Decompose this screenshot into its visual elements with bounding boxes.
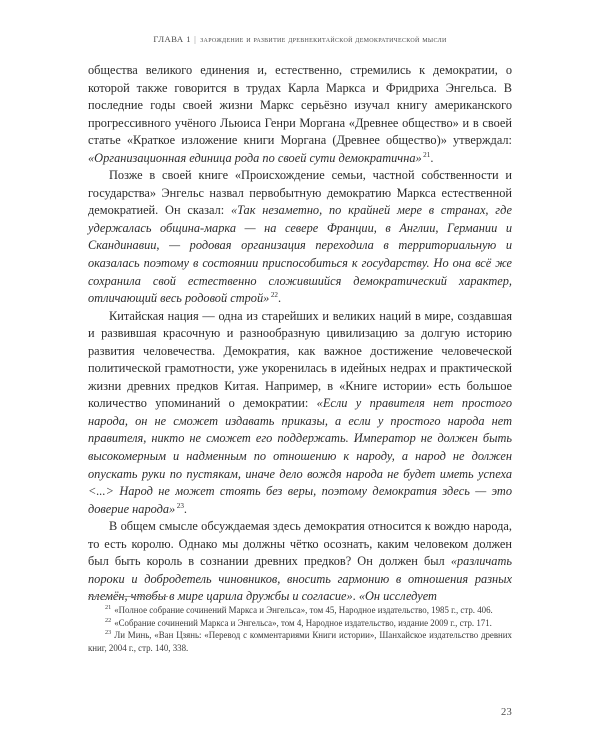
- footnote-item: [88, 629, 512, 654]
- paragraph-tail: .: [183, 501, 188, 516]
- running-head-separator: |: [194, 34, 197, 44]
- footnote-number: 22: [105, 616, 112, 624]
- footnote-text: «Собрание сочинений Маркса и Энгельса», том 4, Народное издательство, издание 2009 г., стр. 171.: [114, 617, 492, 628]
- paragraph-middle: .: [352, 589, 359, 604]
- footnote-text: «Полное собрание сочинений Маркса и Энгельса», том 45, Народное издательство, 1985 г., стр. 406.: [114, 605, 493, 615]
- paragraph-quote: «Так незаметно, по крайней мере в странах, где удержалась община-марка — на севере Франции, в Англии, Германии и Скандинавии, — родовая организация переходила в территориальную и оказалась поэтому в состоянии приспособиться к государству. Но она всё же сохранила свой естественно сложившийся демократический характер, отличающий весь родовой строй»: [88, 203, 512, 306]
- paragraph-engels: [88, 167, 512, 307]
- paragraph-lead: Китайская нация — одна из старейших и великих наций в мире, создавшая и развившая красочную и разнообразную цивилизацию за долгую историю развития человечества. Демократия, как важное достижение человеческой политической грамотности, уже укоренилась в идейных недрах и практической жизни древних предков Китая. Например, в «Книге истории» есть большое количество упоминаний о демократии:: [88, 308, 512, 411]
- footnote-item: [88, 604, 512, 617]
- running-head-chapter-label: ГЛАВА 1: [153, 34, 192, 44]
- paragraph-lead: В общем смысле обсуждаемая здесь демократия относится к вождю народа, то есть королю. Однако мы должны чётко осознать, каким человеком должен был быть король в сознании древних предков? Он должен был: [88, 519, 512, 569]
- footnote-number: 23: [105, 629, 112, 637]
- footnote-text: Ли Минь, «Ван Цзянь: «Перевод с комментариями Книги истории», Шанхайское издательство древних книг, 2004 г., стр. 140, 338.: [88, 630, 512, 653]
- footnote-number: 21: [105, 604, 112, 612]
- paragraph-chinese-nation: [88, 308, 512, 519]
- footnote-ref-23[interactable]: 23: [176, 501, 184, 510]
- paragraph-quote: «различать пороки и добродетель чиновников, вносить гармонию в отношения разных племён, чтобы в мире царила дружбы и согласие»: [88, 554, 512, 604]
- paragraph-quote: «Организационная единица рода по своей сути демократична»: [88, 150, 422, 165]
- paragraph-tail: .: [430, 150, 434, 165]
- paragraph-tail: .: [278, 291, 282, 306]
- paragraph-king: [88, 518, 512, 606]
- footnote-item: [88, 617, 512, 630]
- paragraph-marx-morgan: [88, 62, 512, 167]
- running-head-chapter-title: зарождение и развитие древнекитайской демократической мысли: [200, 34, 447, 44]
- page-number: 23: [501, 707, 512, 718]
- running-head: [88, 34, 512, 44]
- paragraph-text: общества великого единения и, естественно, стремились к демократии, о которой также говорится в трудах Карла Маркса и Фридриха Энгельса. В последние годы своей жизни Маркс серьёзно изучал книгу американского прогрессивного учёного Льюиса Генри Моргана «Древнее общество» и в своей статье «Краткое изложение книги Моргана (Древнее общество)» утверждал:: [88, 63, 512, 148]
- footnote-ref-22[interactable]: 22: [270, 291, 278, 299]
- footnote-ref-21[interactable]: 21: [423, 150, 431, 159]
- footnotes-section: [88, 596, 512, 654]
- body-text-column: [88, 62, 512, 606]
- paragraph-lead: Позже в своей книге «Происхождение семьи, частной собственности и государства» Энгельс назвал первобытную демократию Маркса естественной демократией. Он сказал:: [88, 168, 512, 218]
- paragraph-quote: «Если у правителя нет простого народа, он не сможет издавать приказы, а если у простого народа нет правителя, никто не сможет его поддержать. Император не должен быть высокомерным и надменным по отношению к народу, а народ не должен опускать руки по пустякам, иначе дело вождя народа не будет иметь успеха <...> Народ не может стоять без веры, поэтому демократия здесь — это доверие народа»: [88, 396, 512, 516]
- paragraph-quote-continued: «Он исследует: [358, 589, 437, 604]
- footnote-separator-rule: [88, 596, 168, 597]
